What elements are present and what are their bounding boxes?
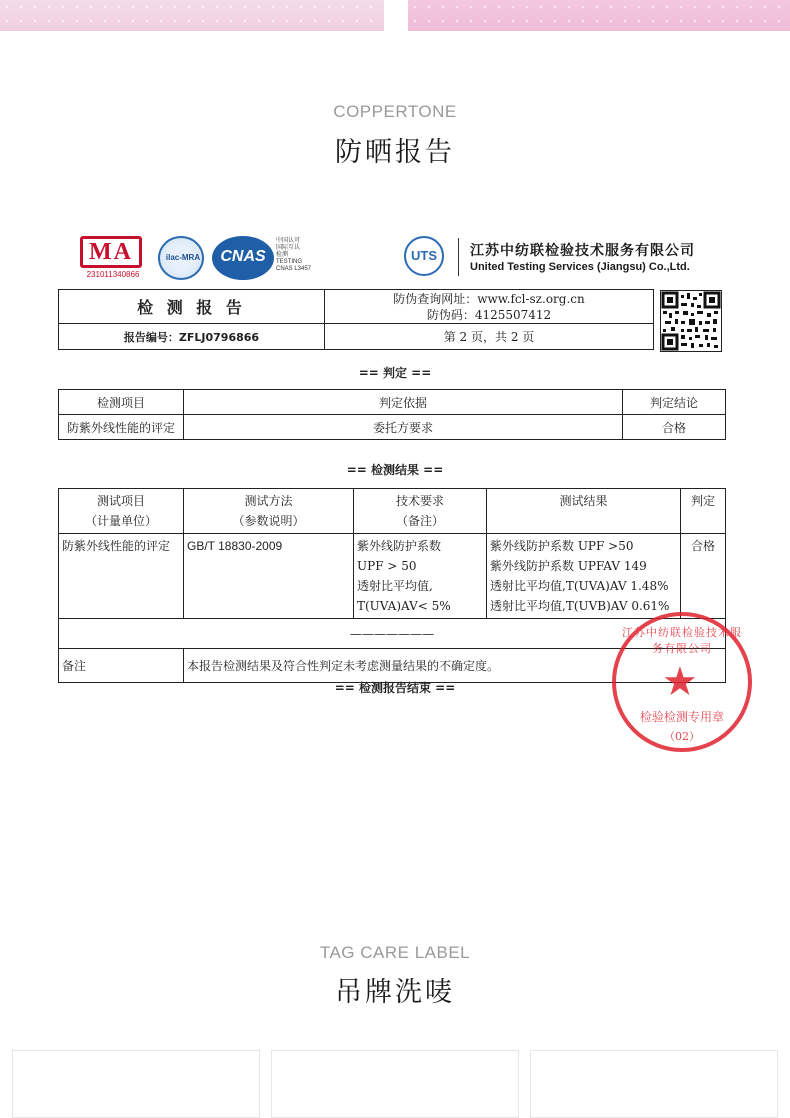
report-header-table xyxy=(58,289,654,350)
result-values: 紫外线防护系数 UPF >50 紫外线防护系数 UPFAV 149 透射比平均值,T(UVA)AV 1.48% 透射比平均值,T(UVB)AV 0.61% xyxy=(487,534,681,619)
judgement-cell: 防紫外线性能的评定 xyxy=(59,415,184,440)
care-label-image xyxy=(271,1050,519,1118)
official-stamp: 江苏中纺联检验技术服务有限公司 ★ 检验检测专用章 （02） xyxy=(612,612,752,752)
note-label: 备注 xyxy=(59,649,184,683)
judgement-header: 判定依据 xyxy=(184,390,623,415)
note-text: 本报告检测结果及符合性判定未考虑测量结果的不确定度。 xyxy=(184,649,726,683)
result-divider: ——————— xyxy=(59,619,726,649)
report-end: == 检测报告结束 == xyxy=(334,681,456,695)
star-icon: ★ xyxy=(662,659,698,705)
company-name-cn: 江苏中纺联检验技术服务有限公司 xyxy=(470,243,695,259)
page-info: 第 2 页，共 2 页 xyxy=(325,324,654,350)
cnas-caption: 中国认可 国际互认 检测 TESTING CNAS L3457 xyxy=(276,238,312,272)
care-label-image xyxy=(530,1050,778,1118)
section-subtitle: COPPERTONE xyxy=(333,102,457,121)
report-title: 检 测 报 告 xyxy=(59,290,325,324)
product-photo-right xyxy=(408,0,790,31)
section-title: 吊牌洗唛 xyxy=(335,977,455,1008)
result-method: GB/T 18830-2009 xyxy=(184,534,354,619)
results-header: 测试结果 xyxy=(487,489,681,534)
company-name-en: United Testing Services (Jiangsu) Co.,Ltd. xyxy=(470,261,690,273)
logo-divider xyxy=(458,238,459,276)
ilac-mra-logo: ilac-MRA xyxy=(158,236,204,280)
report-number: 报告编号：ZFLJ0796866 xyxy=(59,324,325,350)
section-title: 防晒报告 xyxy=(335,137,455,168)
uts-logo: UTS xyxy=(404,236,450,280)
qr-code xyxy=(660,290,722,352)
judgement-cell: 委托方要求 xyxy=(184,415,623,440)
result-item: 防紫外线性能的评定 xyxy=(59,534,184,619)
results-heading: == 检测结果 == xyxy=(346,463,444,477)
section-subtitle: TAG CARE LABEL xyxy=(319,943,471,962)
cma-logo: MA 231011340866 xyxy=(78,236,144,280)
product-photo-left xyxy=(0,0,384,31)
judgement-table xyxy=(58,389,726,440)
cnas-logo: CNAS xyxy=(212,236,274,280)
anti-fake-info: 防伪查询网址：www.fcl-sz.org.cn 防伪码：4125507412 xyxy=(325,290,654,324)
result-verdict: 合格 xyxy=(681,534,726,619)
judgement-header: 检测项目 xyxy=(59,390,184,415)
report-logos xyxy=(78,234,718,282)
results-header: 测试项目 （计量单位） xyxy=(59,489,184,534)
judgement-cell: 合格 xyxy=(623,415,726,440)
result-requirements: 紫外线防护系数 UPF > 50 透射比平均值, T(UVA)AV< 5% xyxy=(354,534,487,619)
judgement-header: 判定结论 xyxy=(623,390,726,415)
judgement-heading: == 判定 == xyxy=(358,366,432,380)
results-header: 判定 xyxy=(681,489,726,534)
results-header: 技术要求 （备注） xyxy=(354,489,487,534)
care-label-image xyxy=(12,1050,260,1118)
results-header: 测试方法 （参数说明） xyxy=(184,489,354,534)
